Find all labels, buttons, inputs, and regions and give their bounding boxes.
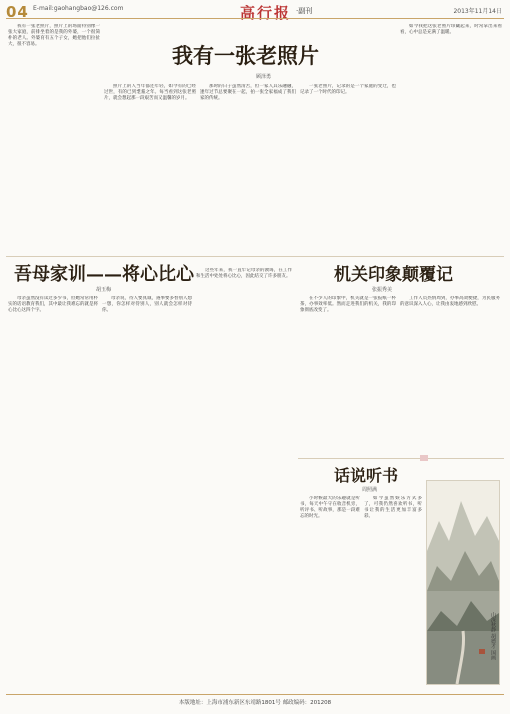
article-photo-byline: 顾泽勇 [256,74,272,80]
article-radio-byline: 周照满 [362,487,378,493]
painting-caption: 山深秋静 胡德才 国画 [490,612,496,661]
footer-rule [6,694,504,695]
article-motto-col-3: 这些年来，我一直牢记母亲的教诲，在工作和生活中处处将心比心，因此结交了许多朋友。 [196,268,292,280]
article-radio-col-1: 小时候最大的乐趣就是听书，每天中午守在收音机旁，听评书、听故事，那是一段难忘的时光。 [300,496,360,520]
article-motto-headline: 吾母家训——将心比心 [14,264,194,285]
article-photo-col-5: 如今我把这张老照片珍藏起来，时常拿出来看看，心中总是充满了温暖。 [400,24,502,36]
section-divider-office [298,458,504,459]
article-radio-col-2: 如今虽然娱乐方式多了，可我仍然喜欢听书，听书让我的生活更加丰富多彩。 [364,496,422,520]
landscape-painting [426,480,500,685]
page-number: 04 [6,3,29,21]
article-photo-headline: 我有一张老照片 [172,43,319,68]
section-divider [6,256,504,257]
article-office-headline: 机关印象颠覆记 [334,265,453,285]
article-office-byline: 张振秀美 [372,287,393,293]
article-office-col-2: 工作人员热情周到，办事高效便捷，为民服务的意识深入人心，让我由衷地感到欣慰。 [400,296,500,308]
masthead-title: 高行报 [240,4,292,22]
issue-date: 2013年11月14日 [453,8,502,15]
article-photo-col-2: 照片上的人当年都还年轻，如今有的已经过世，有的已到耄耋之年。每当看到这张老照片，就会想起那一段艰苦而又温馨的岁月。 [104,84,196,102]
header-rule [6,18,504,19]
article-photo-col-3: 那时的日子虽然清苦，但一家人其乐融融，逢年过节总要聚在一起，拍一张全家福成了我们家的传统。 [200,84,296,102]
article-radio-headline: 话说听书 [334,466,399,485]
footer-address: 本版地址：上海市浦东新区东靖路1801号 邮政编码：201208 [178,700,332,706]
article-photo-col-1: 我有一张老照片，照片上的场面特别像一张大家庭，前排坐着的是我的外婆，一个很简朴的老人。外婆育有五个子女，她把他们拉扯大，很不容易。 [8,24,100,48]
article-motto-byline: 胡玉梅 [96,287,112,293]
painting-image [427,481,499,684]
article-motto-col-1: 母亲虽然没有读过多少书，但她常常用朴实的话语教育我们，其中最让我难忘的就是将心比心这四个字。 [8,296,98,314]
painting-label [420,455,428,461]
article-photo-col-4: 一张老照片，记录的是一个家庭的变迁，也记录了一个时代的印记。 [300,84,396,96]
painting-seal [479,649,485,654]
section-name: ·副刊 [296,7,313,15]
article-office-col-1: 在不少人的印象中，机关就是一张报纸一杯茶，办事效率低。然而走进我们的机关，我的印象彻底改变了。 [300,296,396,314]
email-address: E-mail:gaohangbao@126.com [33,5,124,12]
article-motto-col-2: 母亲说，待人要真诚，遇事要多替别人想一想，你怎样对待别人，别人就会怎样对待你。 [102,296,192,314]
